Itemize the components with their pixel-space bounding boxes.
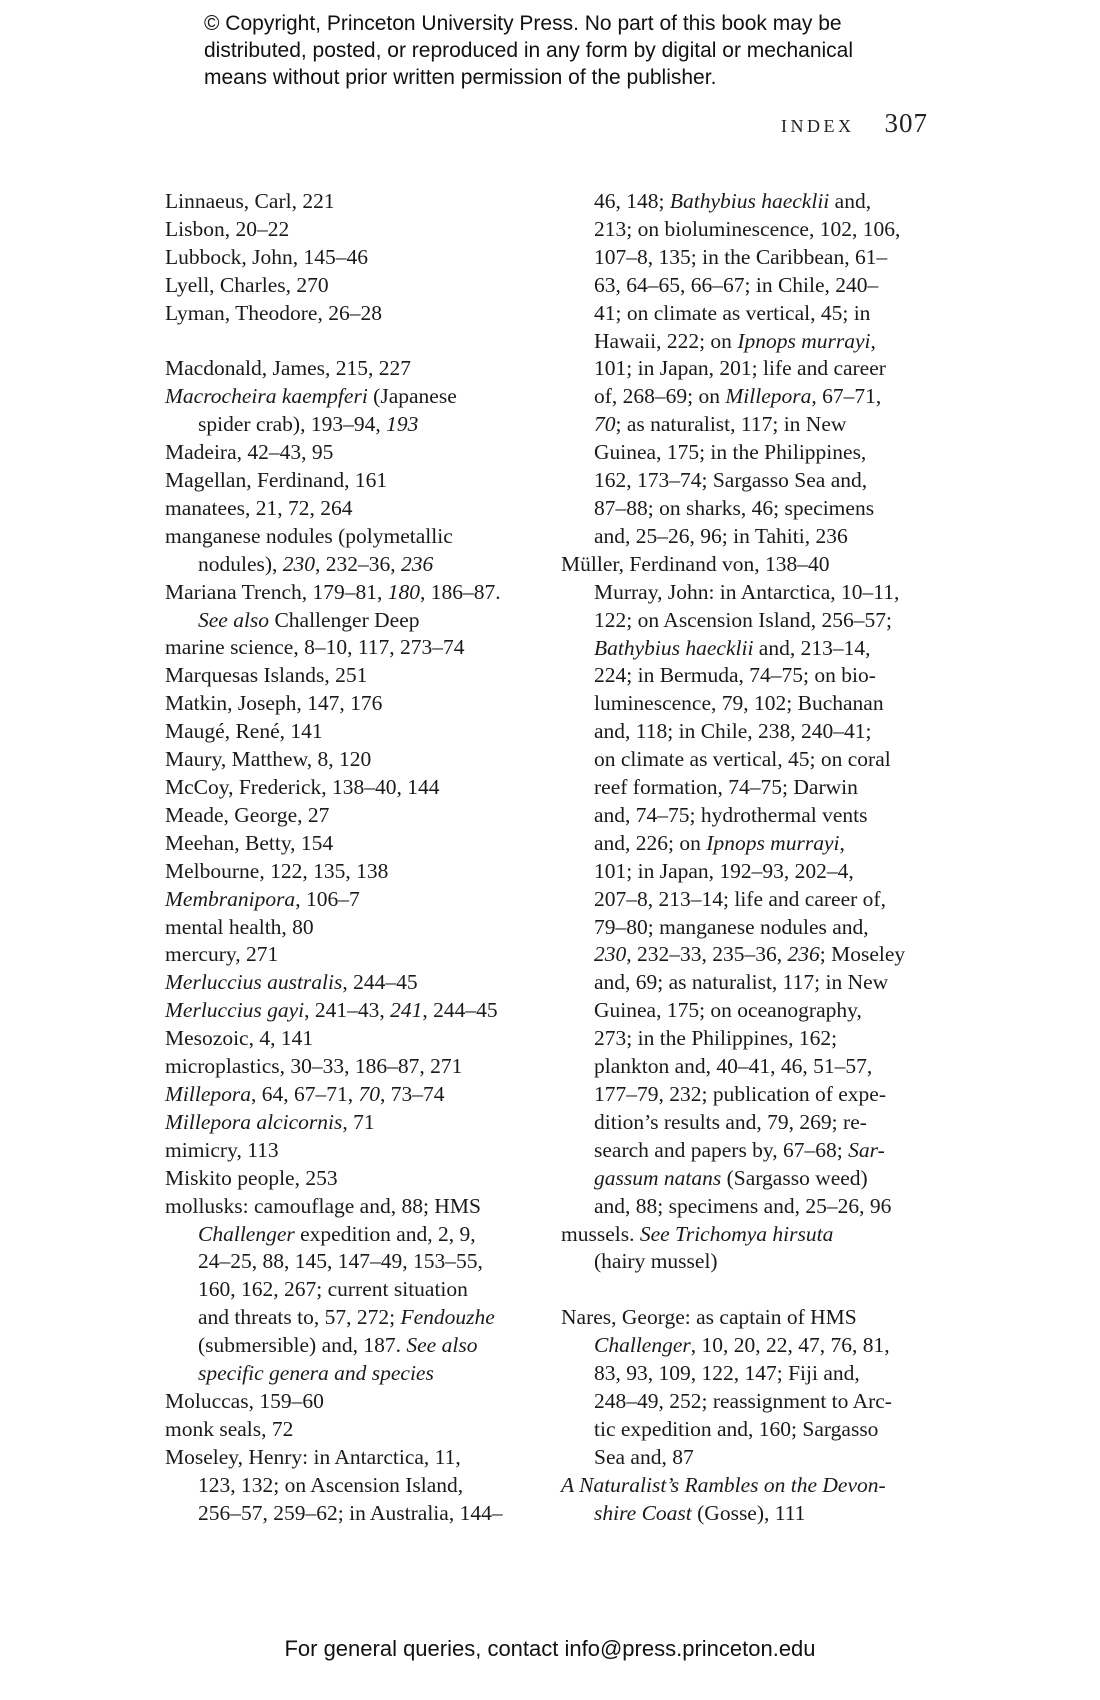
index-entry: Lyman, Theodore, 26–28 [165,300,382,325]
index-entry-continuation: on climate as vertical, 45; on coral [594,747,891,772]
index-entry: manganese nodules (polymetallic [165,523,453,548]
index-entry-continuation: 122; on Ascension Island, 256–57; [594,607,892,632]
index-entry-continuation: See also Challenger Deep [198,607,420,632]
index-entry-continuation: Sea and, 87 [594,1444,694,1469]
index-entry: Maury, Matthew, 8, 120 [165,747,372,772]
index-entry: Lubbock, John, 145–46 [165,244,369,269]
copyright-line: means without prior written permission of the publisher. [204,66,717,89]
index-entry-continuation: of, 268–69; on Millepora, 67–71, [594,384,882,409]
index-entry: Millepora alcicornis, 71 [165,1109,375,1134]
index-entry: McCoy, Frederick, 138–40, 144 [165,775,440,800]
index-entry-continuation: 101; in Japan, 201; life and career [594,356,886,381]
index-entry: manatees, 21, 72, 264 [165,495,353,520]
index-entry-continuation: 273; in the Philippines, 162; [594,1026,838,1051]
index-entry: mussels. See Trichomya hirsuta [561,1221,834,1246]
index-entry-continuation: tic expedition and, 160; Sargasso [594,1416,879,1441]
index-entry-continuation: Guinea, 175; on oceanography, [594,998,862,1023]
index-entry-continuation: 83, 93, 109, 122, 147; Fiji and, [594,1361,860,1386]
index-entry-continuation: (submersible) and, 187. See also [198,1333,478,1358]
index-entry: Madeira, 42–43, 95 [165,440,334,465]
index-entry-continuation: 248–49, 252; reassignment to Arc- [594,1388,892,1413]
index-entry-continuation: spider crab), 193–94, 193 [198,412,419,437]
footer-contact: For general queries, contact info@press.princeton.edu [284,1636,816,1661]
index-entry-continuation: and, 226; on Ipnops murrayi, [594,830,845,855]
index-entry-continuation: 101; in Japan, 192–93, 202–4, [594,858,854,883]
index-entry: Mariana Trench, 179–81, 180, 186–87. [165,579,501,604]
copyright-line: © Copyright, Princeton University Press. No part of this book may be [204,12,842,35]
index-entry-continuation: and, 25–26, 96; in Tahiti, 236 [594,523,848,548]
index-entry-continuation: 230, 232–33, 235–36, 236; Moseley [594,942,906,967]
index-entry: Mesozoic, 4, 141 [165,1026,314,1051]
index-entry-continuation: 46, 148; Bathybius haecklii and, [594,189,872,213]
index-entry-continuation: and, 74–75; hydrothermal vents [594,802,868,827]
index-entry: A Naturalist’s Rambles on the Devon- [561,1472,886,1497]
index-entry: Moseley, Henry: in Antarctica, 11, [165,1444,461,1469]
index-entry: Maugé, René, 141 [165,719,323,744]
index-entry: Müller, Ferdinand von, 138–40 [561,551,830,576]
index-entry: Linnaeus, Carl, 221 [165,189,335,213]
index-entry: Lyell, Charles, 270 [165,272,329,297]
index-entry: marine science, 8–10, 117, 273–74 [165,635,465,660]
index-entry: Moluccas, 159–60 [165,1388,324,1413]
index-entry-continuation: plankton and, 40–41, 46, 51–57, [594,1054,873,1079]
index-entry: Macrocheira kaempferi (Japanese [165,384,457,409]
index-entry-continuation: and, 69; as naturalist, 117; in New [594,970,889,995]
index-entry-continuation: and threats to, 57, 272; Fendouzhe [198,1305,495,1330]
index-entry: Marquesas Islands, 251 [165,663,368,688]
index-entry-continuation: (hairy mussel) [594,1249,718,1274]
index-entry-continuation: Hawaii, 222; on Ipnops murrayi, [594,328,876,353]
index-entry: Meehan, Betty, 154 [165,830,334,855]
index-entry-continuation: specific genera and species [198,1361,434,1386]
index-entry: Macdonald, James, 215, 227 [165,356,412,381]
index-entry-continuation: Murray, John: in Antarctica, 10–11, [594,579,900,604]
copyright-notice [204,10,964,91]
index-entry-continuation: gassum natans (Sargasso weed) [594,1165,868,1190]
index-entry-continuation: 177–79, 232; publication of expe- [594,1082,886,1106]
index-entry: mollusks: camouflage and, 88; HMS [165,1193,481,1218]
index-entry: mimicry, 113 [165,1137,279,1162]
index-entry-continuation: 256–57, 259–62; in Australia, 144– [198,1500,503,1525]
running-head-label: INDEX [781,116,855,136]
index-entry-continuation: 63, 64–65, 66–67; in Chile, 240– [594,272,879,297]
index-column-right [561,188,961,1527]
index-entry-continuation: 41; on climate as vertical, 45; in [594,300,871,325]
index-entry: Matkin, Joseph, 147, 176 [165,691,383,716]
page-number: 307 [884,108,928,138]
index-entry-continuation: and, 118; in Chile, 238, 240–41; [594,719,872,744]
index-entry-continuation: 213; on bioluminescence, 102, 106, [594,216,901,241]
index-entry-continuation: 123, 132; on Ascension Island, [198,1472,464,1497]
section-gap [165,328,565,356]
index-entry-continuation: 162, 173–74; Sargasso Sea and, [594,468,868,493]
index-entry: Melbourne, 122, 135, 138 [165,858,389,883]
index-entry-continuation: reef formation, 74–75; Darwin [594,775,858,800]
index-entry-continuation: 79–80; manganese nodules and, [594,914,869,939]
index-entry: Merluccius australis, 244–45 [165,970,418,995]
index-entry-continuation: 107–8, 135; in the Caribbean, 61– [594,244,888,269]
index-entry: Miskito people, 253 [165,1165,338,1190]
index-entry-continuation: Challenger expedition and, 2, 9, [198,1221,476,1246]
index-entry: mercury, 271 [165,942,279,967]
index-entry-continuation: 224; in Bermuda, 74–75; on bio- [594,663,876,688]
index-entry: Magellan, Ferdinand, 161 [165,468,388,493]
index-entry-continuation: 207–8, 213–14; life and career of, [594,886,886,911]
running-head [781,108,928,139]
index-entry-continuation: 70; as naturalist, 117; in New [594,412,847,437]
index-entry: Membranipora, 106–7 [165,886,360,911]
copyright-line: distributed, posted, or reproduced in any form by digital or mechanical [204,39,854,62]
index-entry-continuation: 87–88; on sharks, 46; specimens [594,495,875,520]
index-entry-continuation: search and papers by, 67–68; Sar- [594,1137,885,1162]
index-entry: Lisbon, 20–22 [165,216,290,241]
index-entry: monk seals, 72 [165,1416,294,1441]
index-column-left [165,188,565,1527]
index-entry: mental health, 80 [165,914,314,939]
index-entry-continuation: 160, 162, 267; current situation [198,1277,468,1302]
index-entry-continuation: and, 88; specimens and, 25–26, 96 [594,1193,892,1218]
index-entry-continuation: 24–25, 88, 145, 147–49, 153–55, [198,1249,483,1274]
index-entry: Merluccius gayi, 241–43, 241, 244–45 [165,998,498,1023]
index-entry-continuation: Challenger, 10, 20, 22, 47, 76, 81, [594,1333,890,1358]
index-entry: Meade, George, 27 [165,802,330,827]
index-entry-continuation: shire Coast (Gosse), 111 [594,1500,806,1525]
index-entry-continuation: Guinea, 175; in the Philippines, [594,440,867,465]
index-entry-continuation: Bathybius haecklii and, 213–14, [594,635,871,660]
section-gap [561,1276,961,1304]
index-entry-continuation: nodules), 230, 232–36, 236 [198,551,434,576]
index-entry: Millepora, 64, 67–71, 70, 73–74 [165,1081,445,1106]
index-entry: Nares, George: as captain of HMS [561,1305,857,1330]
index-entry: microplastics, 30–33, 186–87, 271 [165,1054,463,1079]
index-entry-continuation: dition’s results and, 79, 269; re- [594,1109,867,1134]
index-entry-continuation: luminescence, 79, 102; Buchanan [594,691,884,716]
